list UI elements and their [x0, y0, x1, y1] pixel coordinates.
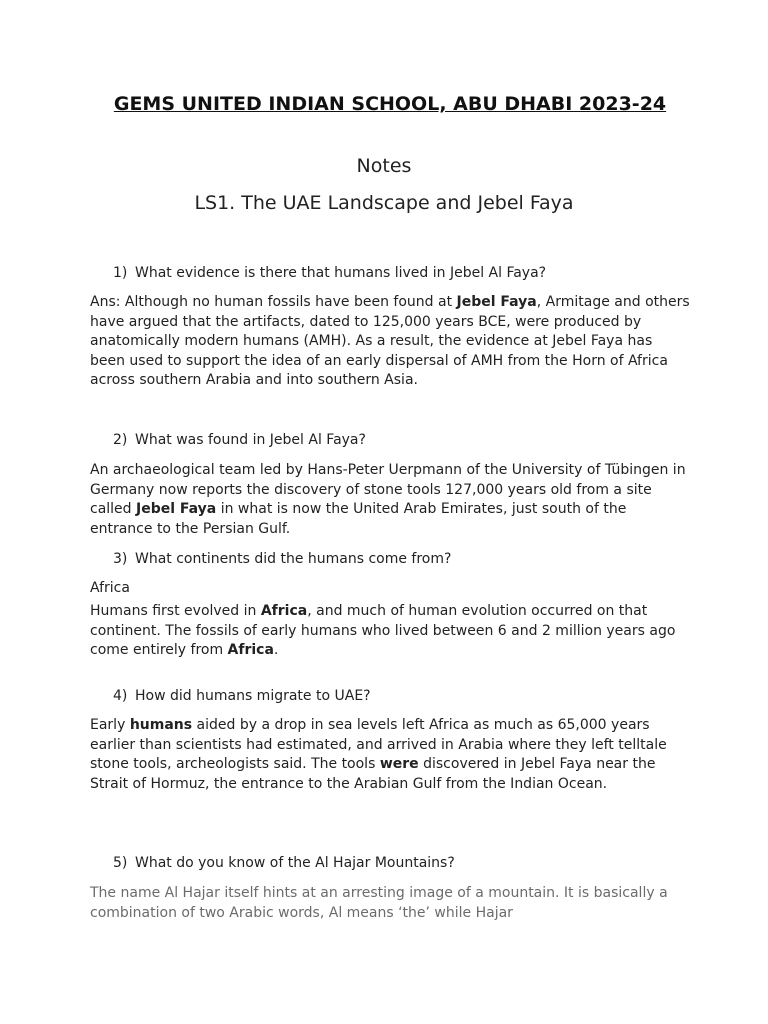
question-2-text: What was found in Jebel Al Faya? — [135, 432, 366, 448]
answer-1 — [90, 293, 690, 391]
question-5 — [113, 853, 455, 873]
answer-3-short: Africa — [90, 580, 130, 596]
answer-4-bold: humans — [129, 717, 193, 733]
question-4-text: How did humans migrate to UAE? — [135, 688, 371, 704]
answer-4-bold-2: were — [379, 756, 419, 772]
answer-3-end: . — [273, 642, 279, 658]
answer-2 — [90, 461, 690, 539]
answer-3 — [90, 602, 690, 661]
answer-1-part: Ans: Although no human fossils have been found at — [90, 294, 457, 310]
question-1 — [113, 263, 546, 283]
question-3 — [113, 549, 451, 569]
answer-2-bold: Jebel Faya — [136, 501, 217, 517]
answer-4-end: discovered in Jebel Faya near the Strait of Hormuz, the entrance to the Arabian Gulf from the Indian Ocean. — [90, 756, 656, 792]
question-2-number: 2) — [113, 432, 128, 448]
answer-4 — [90, 716, 690, 794]
question-1-text: What evidence is there that humans lived in Jebel Al Faya? — [135, 265, 547, 281]
answer-1-rest: , Armitage and others have argued that the artifacts, dated to 125,000 years BCE, were produced by anatomically modern humans (AMH). As a result, the evidence at Jebel Faya has been used to support the idea of an early dispersal of AMH from the Horn of Africa across southern Arabia and into southern Asia. — [90, 294, 690, 388]
school-title: GEMS UNITED INDIAN SCHOOL, ABU DHABI 2023-24 — [113, 93, 667, 115]
answer-4-part: Early — [90, 717, 130, 733]
answer-2-part: An archaeological team led by Hans-Peter Uerpmann of the University of Tübingen in Germany now reports the discovery of stone tools 127,000 years old from a site called — [90, 462, 686, 517]
question-3-number: 3) — [113, 551, 128, 567]
answer-5: The name Al Hajar itself hints at an arresting image of a mountain. It is basically a combination of two Arabic words, Al means ‘the’ while Hajar — [90, 885, 668, 921]
question-5-number: 5) — [113, 855, 128, 871]
answer-3-bold-2: Africa — [227, 642, 274, 658]
answer-1-bold: Jebel Faya — [456, 294, 537, 310]
answer-3-bold: Africa — [260, 603, 308, 619]
notes-heading: Notes — [356, 155, 412, 177]
answer-2-rest: in what is now the United Arab Emirates, just south of the entrance to the Persian Gulf. — [90, 501, 627, 537]
question-3-text: What continents did the humans come from? — [135, 551, 452, 567]
question-2 — [113, 430, 366, 450]
question-1-number: 1) — [113, 265, 128, 281]
question-5-text: What do you know of the Al Hajar Mountains? — [135, 855, 455, 871]
question-4 — [113, 686, 371, 706]
answer-4-mid: aided by a drop in sea levels left Africa as much as 65,000 years earlier than scientists had estimated, and arrived in Arabia where they left telltale stone tools, archeologists said. The tools — [90, 717, 667, 772]
question-4-number: 4) — [113, 688, 128, 704]
answer-3-part: Humans first evolved in — [90, 603, 261, 619]
lesson-title: LS1. The UAE Landscape and Jebel Faya — [194, 192, 574, 214]
answer-3-mid: , and much of human evolution occurred on that continent. The fossils of early humans who lived between 6 and 2 million years ago come entirely from — [90, 603, 676, 658]
